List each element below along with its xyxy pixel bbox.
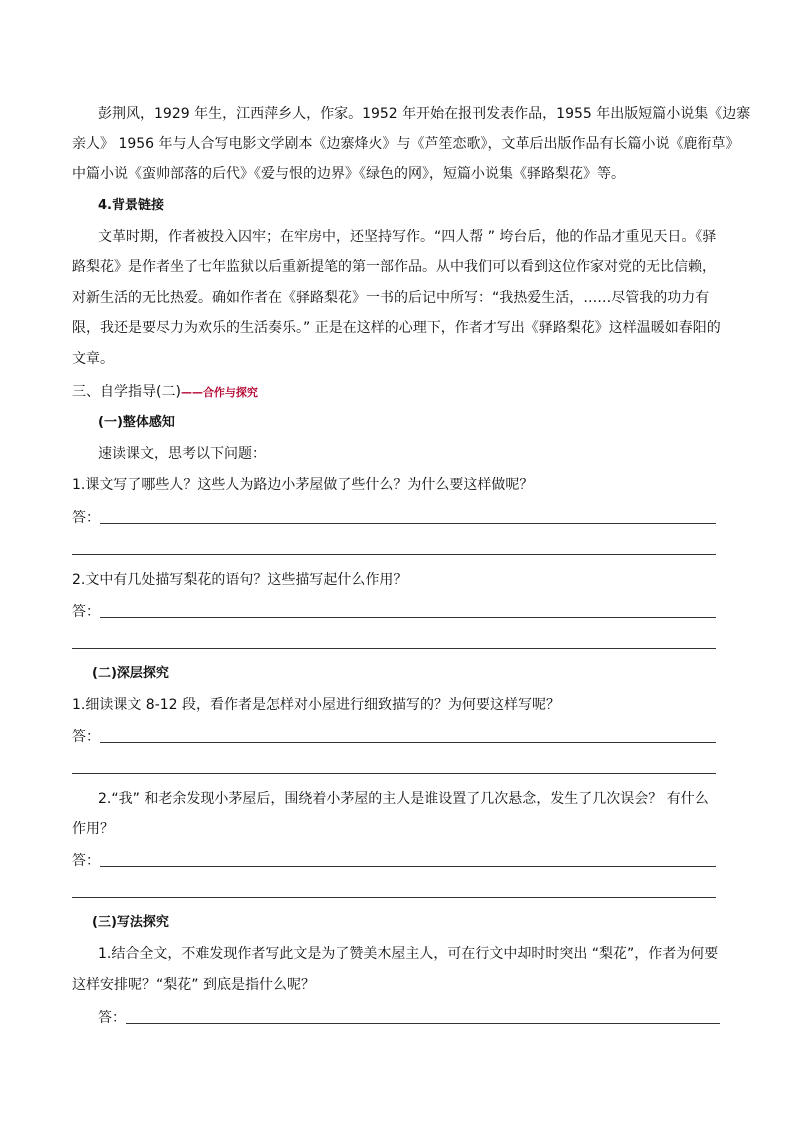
part1-heading: (一)整体感知 [98,415,175,430]
bio-line-2: 亲人》 1956 年与人合写电影文学剧本《边寨烽火》与《芦笙恋歌》，文革后出版作品有长篇小说《鹿衔草》 [72,136,740,152]
answer-line[interactable] [72,773,716,774]
answer-line[interactable] [72,897,716,898]
question-3-1-line-1: 1.结合全文，不难发现作者写此文是为了赞美木屋主人，可在行文中却时时突出 “梨花”，作者为何要 [98,946,719,962]
section-title-main: 三、自学指导(二) [72,384,181,400]
answer-label: 答： [72,853,100,869]
question-3-1-line-2: 这样安排呢？“梨花” 到底是指什么呢？ [72,977,315,993]
part1-intro: 速读课文，思考以下问题： [98,446,266,462]
question-2-2-line-1: 2.“我” 和老余发现小茅屋后，围绕着小茅屋的主人是谁设置了几次悬念，发生了几次误会？ 有什么 [98,791,709,807]
answer-label: 答： [72,604,100,620]
question-2-2-line-2: 作用？ [72,821,114,837]
background-line-1: 文革时期，作者被投入囚牢；在牢房中，还坚持写作。“四人帮 ” 垮台后，他的作品才重见天日。《驿 [98,229,717,245]
answer-line[interactable] [100,866,716,867]
bio-line-1: 彭荆风，1929 年生，江西萍乡人，作家。1952 年开始在报刊发表作品，1955 年出版短篇小说集《边寨 [98,106,751,122]
bio-line-3: 中篇小说《蛮帅部落的后代》《爱与恨的边界》《绿色的网》，短篇小说集《驿路梨花》等。 [72,166,625,182]
background-line-4: 限，我还是要尽力为欢乐的生活奏乐。” 正是在这样的心理下，作者才写出《驿路梨花》这样温暖如春阳的 [72,320,721,336]
answer-line[interactable] [100,617,716,618]
background-heading: 4.背景链接 [98,198,164,213]
section-title-sub: ——合作与探究 [180,386,258,399]
answer-line[interactable] [72,554,716,555]
background-line-5: 文章。 [72,351,114,367]
background-line-2: 路梨花》是作者坐了七年监狱以后重新提笔的第一部作品。从中我们可以看到这位作家对党的无比信赖， [72,259,716,275]
background-line-3: 对新生活的无比热爱。确如作者在《驿路梨花》一书的后记中所写：“我热爱生活，……尽管我的功力有 [72,290,710,306]
answer-line[interactable] [126,1023,720,1024]
answer-line[interactable] [100,523,716,524]
part2-heading: (二)深层探究 [92,666,169,681]
answer-label: 答： [72,729,100,745]
question-1-1: 1.课文写了哪些人？这些人为路边小茅屋做了些什么？为什么要这样做呢？ [72,477,534,493]
question-2-1: 1.细读课文 8-12 段，看作者是怎样对小屋进行细致描写的？为何要这样写呢？ [72,697,561,713]
question-1-2: 2.文中有几处描写梨花的语句？这些描写起什么作用？ [72,572,408,588]
part3-heading: (三)写法探究 [92,915,169,930]
answer-line[interactable] [72,648,716,649]
answer-label: 答： [98,1010,126,1026]
answer-line[interactable] [100,742,716,743]
answer-label: 答： [72,510,100,526]
section-title [72,382,258,403]
